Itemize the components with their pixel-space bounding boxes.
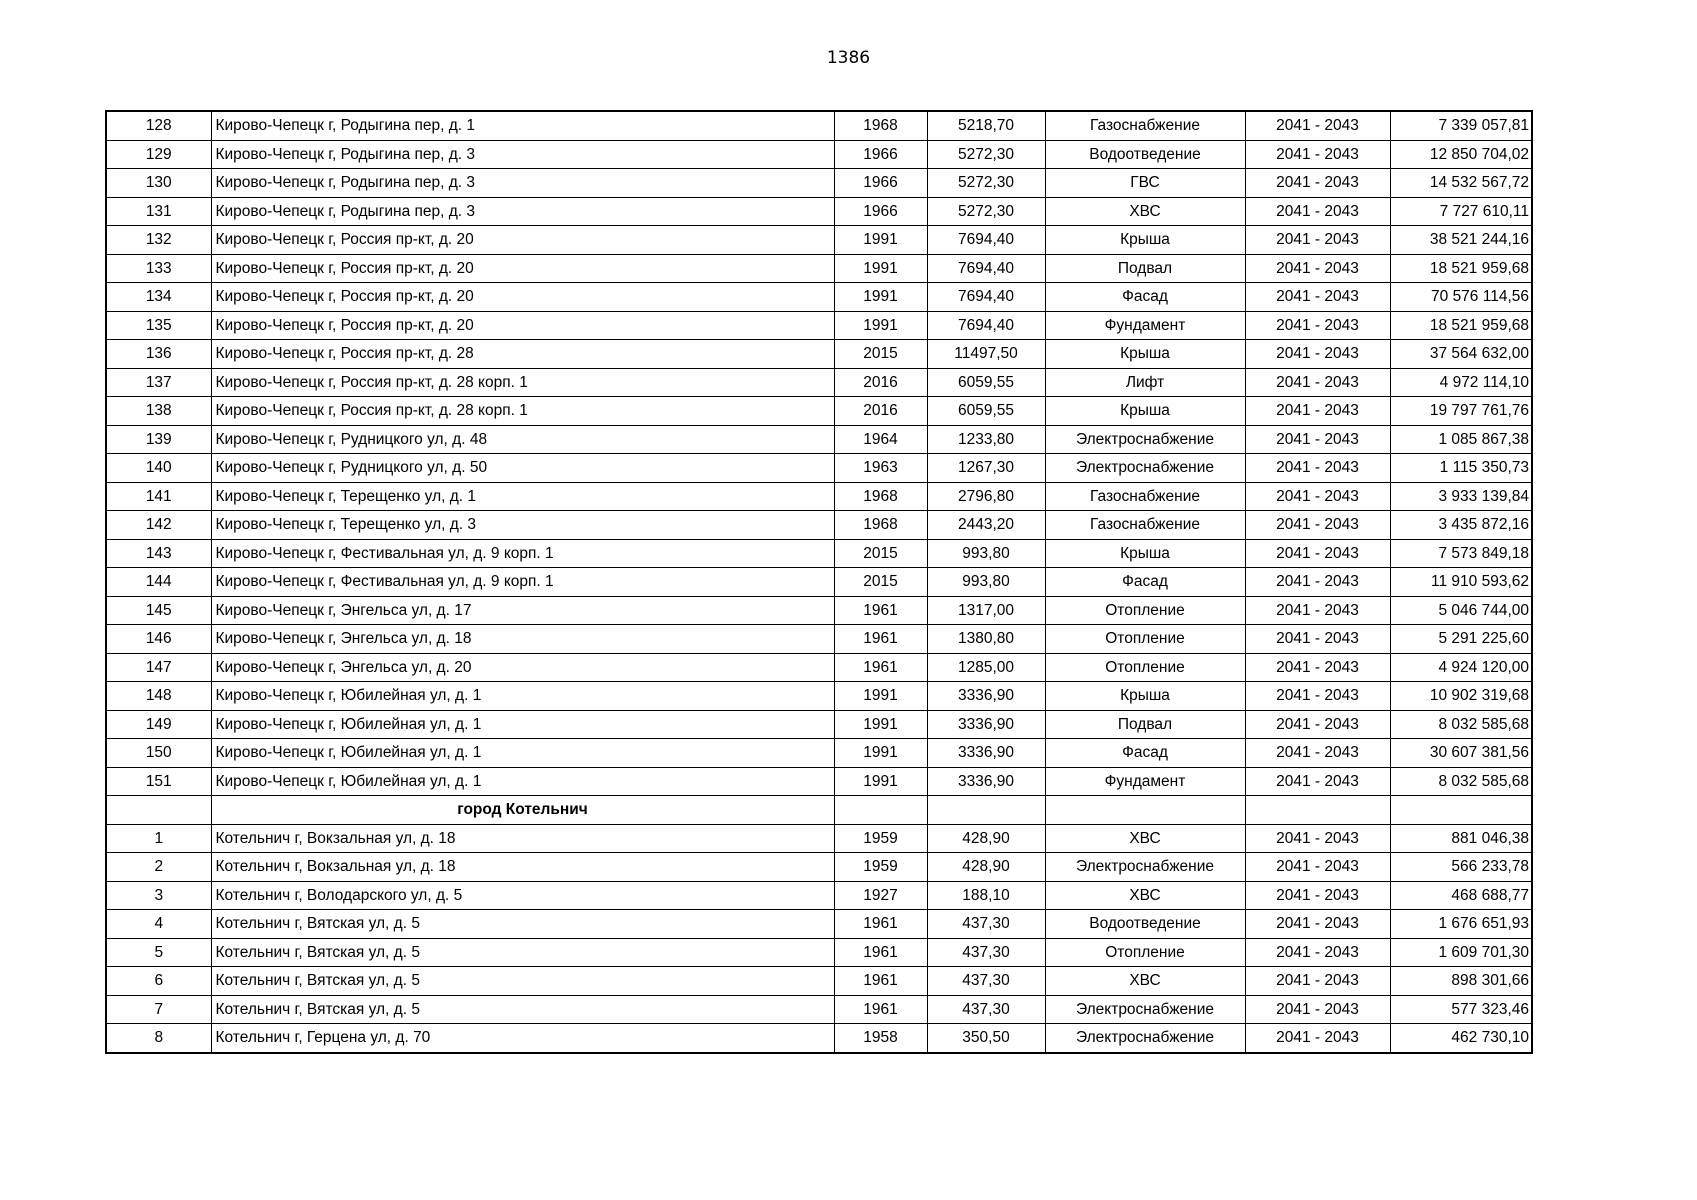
address-cell: Кирово-Чепецк г, Родыгина пер, д. 1 xyxy=(211,111,834,140)
area-cell: 2443,20 xyxy=(927,511,1045,540)
row-number: 143 xyxy=(106,539,211,568)
work-type-cell: Подвал xyxy=(1045,710,1245,739)
empty-cell xyxy=(1245,796,1390,825)
address-cell: Кирово-Чепецк г, Энгельса ул, д. 18 xyxy=(211,625,834,654)
cost-cell: 5 291 225,60 xyxy=(1390,625,1532,654)
address-cell: Кирово-Чепецк г, Фестивальная ул, д. 9 корп. 1 xyxy=(211,539,834,568)
table-row xyxy=(106,739,1532,768)
cost-cell: 10 902 319,68 xyxy=(1390,682,1532,711)
work-type-cell: Подвал xyxy=(1045,254,1245,283)
address-cell: Кирово-Чепецк г, Россия пр-кт, д. 20 xyxy=(211,226,834,255)
work-type-cell: Электроснабжение xyxy=(1045,1024,1245,1053)
area-cell: 6059,55 xyxy=(927,368,1045,397)
period-cell: 2041 - 2043 xyxy=(1245,938,1390,967)
address-cell: Кирово-Чепецк г, Родыгина пер, д. 3 xyxy=(211,169,834,198)
period-cell: 2041 - 2043 xyxy=(1245,710,1390,739)
empty-cell xyxy=(834,796,927,825)
table-row xyxy=(106,311,1532,340)
table-row xyxy=(106,995,1532,1024)
year-built-cell: 1966 xyxy=(834,197,927,226)
year-built-cell: 1991 xyxy=(834,226,927,255)
table-row xyxy=(106,767,1532,796)
period-cell: 2041 - 2043 xyxy=(1245,511,1390,540)
address-cell: Кирово-Чепецк г, Родыгина пер, д. 3 xyxy=(211,197,834,226)
year-built-cell: 1959 xyxy=(834,824,927,853)
period-cell: 2041 - 2043 xyxy=(1245,454,1390,483)
work-type-cell: Электроснабжение xyxy=(1045,425,1245,454)
row-number: 5 xyxy=(106,938,211,967)
cost-cell: 898 301,66 xyxy=(1390,967,1532,996)
work-type-cell: ХВС xyxy=(1045,881,1245,910)
work-type-cell: Крыша xyxy=(1045,340,1245,369)
table-row xyxy=(106,625,1532,654)
period-cell: 2041 - 2043 xyxy=(1245,283,1390,312)
cost-cell: 30 607 381,56 xyxy=(1390,739,1532,768)
table-row xyxy=(106,881,1532,910)
address-cell: Кирово-Чепецк г, Россия пр-кт, д. 28 корп. 1 xyxy=(211,397,834,426)
table-row xyxy=(106,425,1532,454)
year-built-cell: 1963 xyxy=(834,454,927,483)
cost-cell: 7 727 610,11 xyxy=(1390,197,1532,226)
work-type-cell: ХВС xyxy=(1045,197,1245,226)
empty-cell xyxy=(1390,796,1532,825)
row-number: 141 xyxy=(106,482,211,511)
work-type-cell: Газоснабжение xyxy=(1045,111,1245,140)
area-cell: 1285,00 xyxy=(927,653,1045,682)
address-cell: Кирово-Чепецк г, Россия пр-кт, д. 28 xyxy=(211,340,834,369)
year-built-cell: 1958 xyxy=(834,1024,927,1053)
row-number: 130 xyxy=(106,169,211,198)
year-built-cell: 1961 xyxy=(834,938,927,967)
period-cell: 2041 - 2043 xyxy=(1245,995,1390,1024)
address-cell: Кирово-Чепецк г, Юбилейная ул, д. 1 xyxy=(211,682,834,711)
period-cell: 2041 - 2043 xyxy=(1245,653,1390,682)
year-built-cell: 1961 xyxy=(834,596,927,625)
table-row xyxy=(106,397,1532,426)
row-number: 134 xyxy=(106,283,211,312)
table-row xyxy=(106,710,1532,739)
work-type-cell: Фасад xyxy=(1045,568,1245,597)
area-cell: 350,50 xyxy=(927,1024,1045,1053)
row-number: 136 xyxy=(106,340,211,369)
row-number: 8 xyxy=(106,1024,211,1053)
table-row xyxy=(106,568,1532,597)
year-built-cell: 1991 xyxy=(834,767,927,796)
table-row xyxy=(106,111,1532,140)
area-cell: 437,30 xyxy=(927,967,1045,996)
row-number: 3 xyxy=(106,881,211,910)
table-row xyxy=(106,340,1532,369)
area-cell: 3336,90 xyxy=(927,767,1045,796)
table-body xyxy=(106,111,1532,1053)
period-cell: 2041 - 2043 xyxy=(1245,311,1390,340)
cost-cell: 18 521 959,68 xyxy=(1390,254,1532,283)
address-cell: Котельнич г, Вятская ул, д. 5 xyxy=(211,910,834,939)
area-cell: 3336,90 xyxy=(927,682,1045,711)
period-cell: 2041 - 2043 xyxy=(1245,140,1390,169)
cost-cell: 70 576 114,56 xyxy=(1390,283,1532,312)
row-number: 138 xyxy=(106,397,211,426)
cost-cell: 7 339 057,81 xyxy=(1390,111,1532,140)
address-cell: Кирово-Чепецк г, Энгельса ул, д. 17 xyxy=(211,596,834,625)
work-type-cell: ХВС xyxy=(1045,824,1245,853)
period-cell: 2041 - 2043 xyxy=(1245,368,1390,397)
row-number: 133 xyxy=(106,254,211,283)
period-cell: 2041 - 2043 xyxy=(1245,539,1390,568)
year-built-cell: 1968 xyxy=(834,482,927,511)
year-built-cell: 1961 xyxy=(834,653,927,682)
period-cell: 2041 - 2043 xyxy=(1245,910,1390,939)
year-built-cell: 1964 xyxy=(834,425,927,454)
work-type-cell: Лифт xyxy=(1045,368,1245,397)
year-built-cell: 1927 xyxy=(834,881,927,910)
table-row xyxy=(106,653,1532,682)
cost-cell: 11 910 593,62 xyxy=(1390,568,1532,597)
address-cell: Кирово-Чепецк г, Родыгина пер, д. 3 xyxy=(211,140,834,169)
year-built-cell: 1991 xyxy=(834,739,927,768)
table-row xyxy=(106,197,1532,226)
address-cell: Котельнич г, Герцена ул, д. 70 xyxy=(211,1024,834,1053)
cost-cell: 4 972 114,10 xyxy=(1390,368,1532,397)
area-cell: 428,90 xyxy=(927,853,1045,882)
year-built-cell: 1968 xyxy=(834,511,927,540)
year-built-cell: 1991 xyxy=(834,311,927,340)
row-number: 129 xyxy=(106,140,211,169)
area-cell: 7694,40 xyxy=(927,311,1045,340)
cost-cell: 3 435 872,16 xyxy=(1390,511,1532,540)
row-number: 145 xyxy=(106,596,211,625)
work-type-cell: Отопление xyxy=(1045,625,1245,654)
area-cell: 7694,40 xyxy=(927,254,1045,283)
work-type-cell: Водоотведение xyxy=(1045,140,1245,169)
year-built-cell: 1961 xyxy=(834,625,927,654)
period-cell: 2041 - 2043 xyxy=(1245,596,1390,625)
table-row xyxy=(106,482,1532,511)
cost-cell: 1 676 651,93 xyxy=(1390,910,1532,939)
work-type-cell: Водоотведение xyxy=(1045,910,1245,939)
area-cell: 437,30 xyxy=(927,938,1045,967)
work-type-cell: Крыша xyxy=(1045,397,1245,426)
table-row xyxy=(106,824,1532,853)
period-cell: 2041 - 2043 xyxy=(1245,967,1390,996)
period-cell: 2041 - 2043 xyxy=(1245,254,1390,283)
address-cell: Кирово-Чепецк г, Терещенко ул, д. 3 xyxy=(211,511,834,540)
work-type-cell: Электроснабжение xyxy=(1045,995,1245,1024)
period-cell: 2041 - 2043 xyxy=(1245,625,1390,654)
period-cell: 2041 - 2043 xyxy=(1245,568,1390,597)
address-cell: Кирово-Чепецк г, Фестивальная ул, д. 9 корп. 1 xyxy=(211,568,834,597)
row-number: 1 xyxy=(106,824,211,853)
area-cell: 5272,30 xyxy=(927,169,1045,198)
table-row xyxy=(106,539,1532,568)
row-number: 131 xyxy=(106,197,211,226)
area-cell: 188,10 xyxy=(927,881,1045,910)
empty-cell xyxy=(927,796,1045,825)
area-cell: 437,30 xyxy=(927,995,1045,1024)
period-cell: 2041 - 2043 xyxy=(1245,197,1390,226)
address-cell: Кирово-Чепецк г, Россия пр-кт, д. 20 xyxy=(211,254,834,283)
cost-cell: 18 521 959,68 xyxy=(1390,311,1532,340)
year-built-cell: 1991 xyxy=(834,682,927,711)
period-cell: 2041 - 2043 xyxy=(1245,425,1390,454)
cost-cell: 1 609 701,30 xyxy=(1390,938,1532,967)
period-cell: 2041 - 2043 xyxy=(1245,397,1390,426)
work-type-cell: Фундамент xyxy=(1045,311,1245,340)
year-built-cell: 2016 xyxy=(834,397,927,426)
row-number: 142 xyxy=(106,511,211,540)
work-type-cell: Отопление xyxy=(1045,653,1245,682)
row-number: 146 xyxy=(106,625,211,654)
table-row xyxy=(106,910,1532,939)
year-built-cell: 1966 xyxy=(834,140,927,169)
page-number: 1386 xyxy=(826,48,871,68)
address-cell: Котельнич г, Володарского ул, д. 5 xyxy=(211,881,834,910)
work-type-cell: Электроснабжение xyxy=(1045,454,1245,483)
row-number: 132 xyxy=(106,226,211,255)
row-number: 7 xyxy=(106,995,211,1024)
period-cell: 2041 - 2043 xyxy=(1245,824,1390,853)
row-number: 128 xyxy=(106,111,211,140)
area-cell: 5218,70 xyxy=(927,111,1045,140)
year-built-cell: 2015 xyxy=(834,340,927,369)
area-cell: 6059,55 xyxy=(927,397,1045,426)
cost-cell: 7 573 849,18 xyxy=(1390,539,1532,568)
row-number: 6 xyxy=(106,967,211,996)
table-row xyxy=(106,938,1532,967)
work-type-cell: Газоснабжение xyxy=(1045,511,1245,540)
table-row xyxy=(106,511,1532,540)
address-cell: Кирово-Чепецк г, Рудницкого ул, д. 48 xyxy=(211,425,834,454)
row-number: 135 xyxy=(106,311,211,340)
area-cell: 1380,80 xyxy=(927,625,1045,654)
year-built-cell: 1991 xyxy=(834,254,927,283)
cost-cell: 8 032 585,68 xyxy=(1390,767,1532,796)
work-type-cell: Крыша xyxy=(1045,682,1245,711)
row-number: 2 xyxy=(106,853,211,882)
area-cell: 11497,50 xyxy=(927,340,1045,369)
address-cell: Кирово-Чепецк г, Юбилейная ул, д. 1 xyxy=(211,739,834,768)
row-number xyxy=(106,796,211,825)
address-cell: Котельнич г, Вокзальная ул, д. 18 xyxy=(211,853,834,882)
area-cell: 2796,80 xyxy=(927,482,1045,511)
repair-schedule-table xyxy=(105,110,1533,1054)
period-cell: 2041 - 2043 xyxy=(1245,739,1390,768)
row-number: 147 xyxy=(106,653,211,682)
year-built-cell: 1961 xyxy=(834,967,927,996)
address-cell: Кирово-Чепецк г, Юбилейная ул, д. 1 xyxy=(211,767,834,796)
table-row xyxy=(106,368,1532,397)
table-row xyxy=(106,967,1532,996)
address-cell: Кирово-Чепецк г, Россия пр-кт, д. 28 корп. 1 xyxy=(211,368,834,397)
period-cell: 2041 - 2043 xyxy=(1245,682,1390,711)
area-cell: 993,80 xyxy=(927,539,1045,568)
year-built-cell: 1991 xyxy=(834,710,927,739)
period-cell: 2041 - 2043 xyxy=(1245,111,1390,140)
area-cell: 3336,90 xyxy=(927,710,1045,739)
address-cell: Кирово-Чепецк г, Энгельса ул, д. 20 xyxy=(211,653,834,682)
period-cell: 2041 - 2043 xyxy=(1245,340,1390,369)
address-cell: Котельнич г, Вятская ул, д. 5 xyxy=(211,995,834,1024)
year-built-cell: 2015 xyxy=(834,539,927,568)
address-cell: Кирово-Чепецк г, Рудницкого ул, д. 50 xyxy=(211,454,834,483)
row-number: 139 xyxy=(106,425,211,454)
period-cell: 2041 - 2043 xyxy=(1245,853,1390,882)
row-number: 144 xyxy=(106,568,211,597)
period-cell: 2041 - 2043 xyxy=(1245,482,1390,511)
row-number: 4 xyxy=(106,910,211,939)
area-cell: 5272,30 xyxy=(927,197,1045,226)
area-cell: 428,90 xyxy=(927,824,1045,853)
area-cell: 993,80 xyxy=(927,568,1045,597)
table-row xyxy=(106,226,1532,255)
cost-cell: 881 046,38 xyxy=(1390,824,1532,853)
year-built-cell: 1968 xyxy=(834,111,927,140)
area-cell: 5272,30 xyxy=(927,140,1045,169)
table-row xyxy=(106,1024,1532,1053)
area-cell: 437,30 xyxy=(927,910,1045,939)
table-row xyxy=(106,596,1532,625)
work-type-cell: Электроснабжение xyxy=(1045,853,1245,882)
period-cell: 2041 - 2043 xyxy=(1245,767,1390,796)
cost-cell: 566 233,78 xyxy=(1390,853,1532,882)
address-cell: Кирово-Чепецк г, Терещенко ул, д. 1 xyxy=(211,482,834,511)
period-cell: 2041 - 2043 xyxy=(1245,1024,1390,1053)
area-cell: 3336,90 xyxy=(927,739,1045,768)
address-cell: Кирово-Чепецк г, Россия пр-кт, д. 20 xyxy=(211,311,834,340)
section-header-row xyxy=(106,796,1532,825)
table-row xyxy=(106,682,1532,711)
section-title: город Котельнич xyxy=(211,796,834,825)
area-cell: 1233,80 xyxy=(927,425,1045,454)
cost-cell: 37 564 632,00 xyxy=(1390,340,1532,369)
cost-cell: 14 532 567,72 xyxy=(1390,169,1532,198)
cost-cell: 19 797 761,76 xyxy=(1390,397,1532,426)
address-cell: Котельнич г, Вокзальная ул, д. 18 xyxy=(211,824,834,853)
address-cell: Кирово-Чепецк г, Россия пр-кт, д. 20 xyxy=(211,283,834,312)
address-cell: Котельнич г, Вятская ул, д. 5 xyxy=(211,967,834,996)
cost-cell: 1 115 350,73 xyxy=(1390,454,1532,483)
year-built-cell: 1991 xyxy=(834,283,927,312)
work-type-cell: Фундамент xyxy=(1045,767,1245,796)
table-row xyxy=(106,454,1532,483)
cost-cell: 462 730,10 xyxy=(1390,1024,1532,1053)
work-type-cell: Газоснабжение xyxy=(1045,482,1245,511)
work-type-cell: Отопление xyxy=(1045,596,1245,625)
table-row xyxy=(106,283,1532,312)
work-type-cell: Крыша xyxy=(1045,226,1245,255)
period-cell: 2041 - 2043 xyxy=(1245,169,1390,198)
year-built-cell: 2016 xyxy=(834,368,927,397)
year-built-cell: 1961 xyxy=(834,995,927,1024)
table-row xyxy=(106,254,1532,283)
area-cell: 7694,40 xyxy=(927,283,1045,312)
cost-cell: 38 521 244,16 xyxy=(1390,226,1532,255)
work-type-cell: ХВС xyxy=(1045,967,1245,996)
row-number: 148 xyxy=(106,682,211,711)
row-number: 140 xyxy=(106,454,211,483)
row-number: 151 xyxy=(106,767,211,796)
area-cell: 7694,40 xyxy=(927,226,1045,255)
cost-cell: 8 032 585,68 xyxy=(1390,710,1532,739)
cost-cell: 4 924 120,00 xyxy=(1390,653,1532,682)
work-type-cell: ГВС xyxy=(1045,169,1245,198)
work-type-cell: Отопление xyxy=(1045,938,1245,967)
address-cell: Кирово-Чепецк г, Юбилейная ул, д. 1 xyxy=(211,710,834,739)
area-cell: 1317,00 xyxy=(927,596,1045,625)
year-built-cell: 1961 xyxy=(834,910,927,939)
cost-cell: 12 850 704,02 xyxy=(1390,140,1532,169)
row-number: 149 xyxy=(106,710,211,739)
year-built-cell: 2015 xyxy=(834,568,927,597)
table-row xyxy=(106,169,1532,198)
table-row xyxy=(106,853,1532,882)
work-type-cell: Фасад xyxy=(1045,283,1245,312)
period-cell: 2041 - 2043 xyxy=(1245,226,1390,255)
area-cell: 1267,30 xyxy=(927,454,1045,483)
cost-cell: 3 933 139,84 xyxy=(1390,482,1532,511)
row-number: 150 xyxy=(106,739,211,768)
year-built-cell: 1959 xyxy=(834,853,927,882)
cost-cell: 577 323,46 xyxy=(1390,995,1532,1024)
cost-cell: 5 046 744,00 xyxy=(1390,596,1532,625)
table-row xyxy=(106,140,1532,169)
empty-cell xyxy=(1045,796,1245,825)
row-number: 137 xyxy=(106,368,211,397)
cost-cell: 1 085 867,38 xyxy=(1390,425,1532,454)
address-cell: Котельнич г, Вятская ул, д. 5 xyxy=(211,938,834,967)
work-type-cell: Фасад xyxy=(1045,739,1245,768)
year-built-cell: 1966 xyxy=(834,169,927,198)
period-cell: 2041 - 2043 xyxy=(1245,881,1390,910)
cost-cell: 468 688,77 xyxy=(1390,881,1532,910)
work-type-cell: Крыша xyxy=(1045,539,1245,568)
